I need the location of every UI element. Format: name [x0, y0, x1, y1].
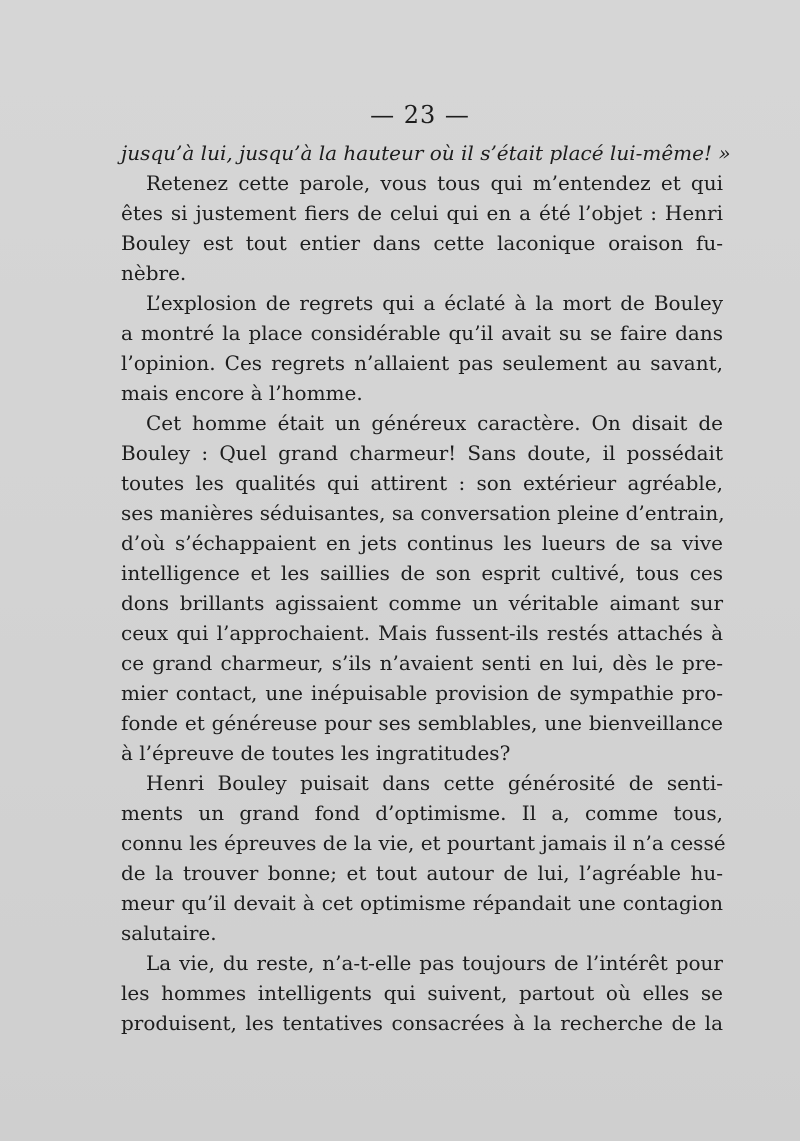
- text-line: salutaire.: [121, 921, 217, 945]
- body-text: [121, 138, 731, 1038]
- text-line: toutes les qualités qui attirent : son extérieur agréable,: [121, 471, 723, 495]
- text-line: ses manières séduisantes, sa conversation pleine d’entrain,: [121, 501, 725, 525]
- text-line: mais encore à l’homme.: [121, 381, 363, 405]
- text-line: Bouley : Quel grand charmeur! Sans doute, il possédait: [121, 441, 723, 465]
- text-line: dons brillants agissaient comme un véritable aimant sur: [121, 591, 723, 615]
- text-line: de la trouver bonne; et tout autour de lui, l’agréable hu-: [121, 861, 723, 885]
- text-line: L’explosion de regrets qui a éclaté à la mort de Bouley: [146, 291, 723, 315]
- text-line: ceux qui l’approchaient. Mais fussent-ils restés attachés à: [121, 621, 723, 645]
- text-line: d’où s’échappaient en jets continus les lueurs de sa vive: [121, 531, 723, 555]
- text-line: Henri Bouley puisait dans cette générosité de senti-: [146, 771, 723, 795]
- text-line: ce grand charmeur, s’ils n’avaient senti en lui, dès le pre-: [121, 651, 723, 675]
- text-line: mier contact, une inépuisable provision de sympathie pro-: [121, 681, 723, 705]
- text-line: les hommes intelligents qui suivent, partout où elles se: [121, 981, 723, 1005]
- text-line: produisent, les tentatives consacrées à la recherche de la: [121, 1011, 723, 1035]
- text-line: jusqu’à lui, jusqu’à la hauteur où il s’était placé lui-même! »: [121, 141, 731, 165]
- page-number: — 23 —: [370, 101, 470, 129]
- text-line: êtes si justement fiers de celui qui en a été l’objet : Henri: [121, 201, 723, 225]
- text-line: l’opinion. Ces regrets n’allaient pas seulement au savant,: [121, 351, 723, 375]
- text-line: ments un grand fond d’optimisme. Il a, comme tous,: [121, 801, 723, 825]
- text-line: à l’épreuve de toutes les ingratitudes?: [121, 741, 511, 765]
- text-line: nèbre.: [121, 261, 187, 285]
- text-line: intelligence et les saillies de son esprit cultivé, tous ces: [121, 561, 723, 585]
- text-line: a montré la place considérable qu’il avait su se faire dans: [121, 321, 723, 345]
- text-line: connu les épreuves de la vie, et pourtant jamais il n’a cessé: [121, 831, 726, 855]
- text-line: Cet homme était un généreux caractère. On disait de: [146, 411, 723, 435]
- text-line: fonde et généreuse pour ses semblables, une bienveillance: [121, 711, 723, 735]
- text-line: La vie, du reste, n’a-t-elle pas toujours de l’intérêt pour: [146, 951, 723, 975]
- text-line: meur qu’il devait à cet optimisme répandait une contagion: [121, 891, 723, 915]
- text-line: Retenez cette parole, vous tous qui m’entendez et qui: [146, 171, 723, 195]
- text-line: Bouley est tout entier dans cette laconique oraison fu-: [121, 231, 723, 255]
